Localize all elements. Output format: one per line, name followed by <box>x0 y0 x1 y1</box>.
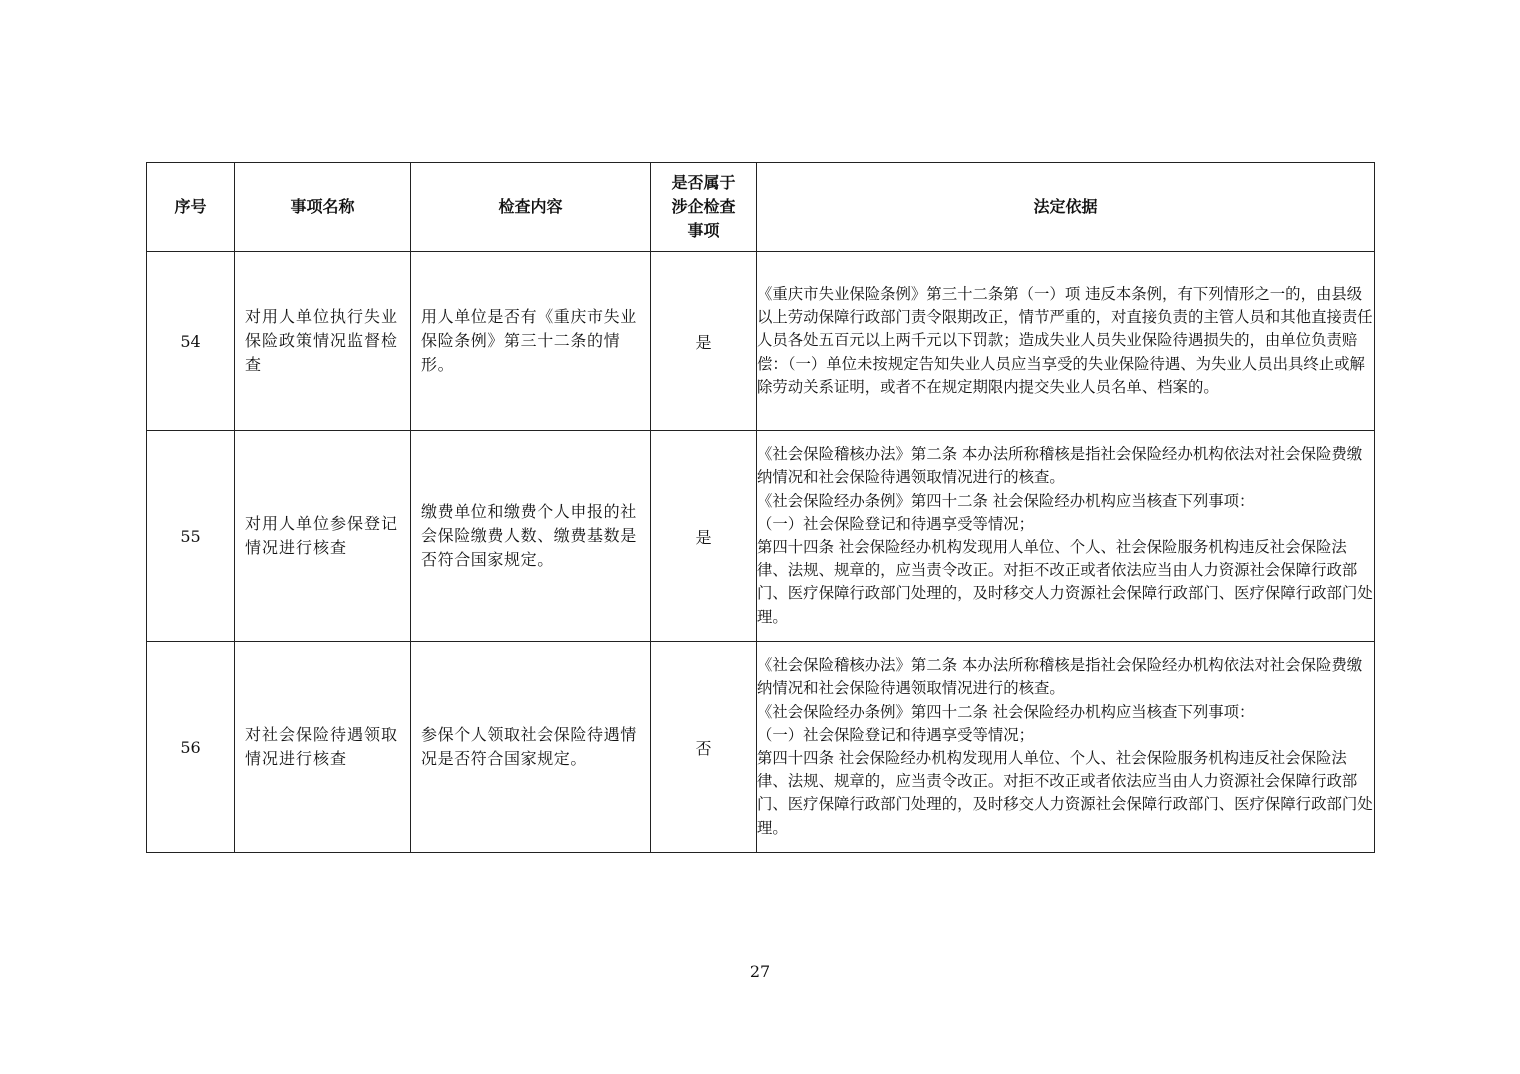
basis-paragraph: （一）社会保险登记和待遇享受等情况； <box>757 514 1035 533</box>
header-enterprise-label: 是否属于涉企检查事项 <box>671 173 736 240</box>
header-enterprise <box>651 163 757 252</box>
basis-paragraph: 第四十四条 社会保险经办机构发现用人单位、个人、社会保险服务机构违反社会保险法律、法规、规章的，应当责令改正。对拒不改正或者依法应当由人力资源社会保障行政部门、医疗保障行政部门处理的，及时移交人力资源社会保障行政部门、医疗保障行政部门处理。 <box>757 538 1373 626</box>
row-content: 用人单位是否有《重庆市失业保险条例》第三十二条的情形。 <box>411 252 651 431</box>
header-row <box>147 163 1375 252</box>
row-name: 对社会保险待遇领取情况进行核查 <box>235 642 411 853</box>
row-seq: 55 <box>147 431 235 642</box>
row-basis <box>757 642 1375 853</box>
header-basis: 法定依据 <box>757 163 1375 252</box>
row-name: 对用人单位执行失业保险政策情况监督检查 <box>235 252 411 431</box>
row-basis <box>757 431 1375 642</box>
basis-paragraph: 《社会保险经办条例》第四十二条 社会保险经办机构应当核查下列事项： <box>757 702 1255 721</box>
basis-paragraph: 第四十四条 社会保险经办机构发现用人单位、个人、社会保险服务机构违反社会保险法律、法规、规章的，应当责令改正。对拒不改正或者依法应当由人力资源社会保障行政部门、医疗保障行政部门处理的，及时移交人力资源社会保障行政部门、医疗保障行政部门处理。 <box>757 749 1373 837</box>
table-row <box>147 642 1375 853</box>
table-row <box>147 252 1375 431</box>
basis-paragraph: 《重庆市失业保险条例》第三十二条第（一）项 违反本条例，有下列情形之一的，由县级以上劳动保障行政部门责令限期改正，情节严重的，对直接负责的主管人员和其他直接责任人员各处五百元以上两千元以下罚款；造成失业人员失业保险待遇损失的，由单位负责赔偿：（一）单位未按规定告知失业人员应当享受的失业保险待遇、为失业人员出具终止或解除劳动关系证明，或者不在规定期限内提交失业人员名单、档案的。 <box>757 284 1373 396</box>
basis-paragraph: （一）社会保险登记和待遇享受等情况； <box>757 725 1035 744</box>
row-seq: 56 <box>147 642 235 853</box>
row-seq: 54 <box>147 252 235 431</box>
header-name: 事项名称 <box>235 163 411 252</box>
header-content: 检查内容 <box>411 163 651 252</box>
row-basis <box>757 252 1375 431</box>
basis-paragraph: 《社会保险稽核办法》第二条 本办法所称稽核是指社会保险经办机构依法对社会保险费缴纳情况和社会保险待遇领取情况进行的核查。 <box>757 656 1363 698</box>
row-enterprise: 否 <box>651 642 757 853</box>
row-content: 参保个人领取社会保险待遇情况是否符合国家规定。 <box>411 642 651 853</box>
inspection-table <box>146 162 1375 853</box>
header-seq: 序号 <box>147 163 235 252</box>
row-enterprise: 是 <box>651 431 757 642</box>
basis-paragraph: 《社会保险经办条例》第四十二条 社会保险经办机构应当核查下列事项： <box>757 491 1255 510</box>
basis-paragraph: 《社会保险稽核办法》第二条 本办法所称稽核是指社会保险经办机构依法对社会保险费缴纳情况和社会保险待遇领取情况进行的核查。 <box>757 445 1363 487</box>
table-row <box>147 431 1375 642</box>
row-enterprise: 是 <box>651 252 757 431</box>
page-number: 27 <box>749 962 771 981</box>
row-content: 缴费单位和缴费个人申报的社会保险缴费人数、缴费基数是否符合国家规定。 <box>411 431 651 642</box>
row-name: 对用人单位参保登记情况进行核查 <box>235 431 411 642</box>
